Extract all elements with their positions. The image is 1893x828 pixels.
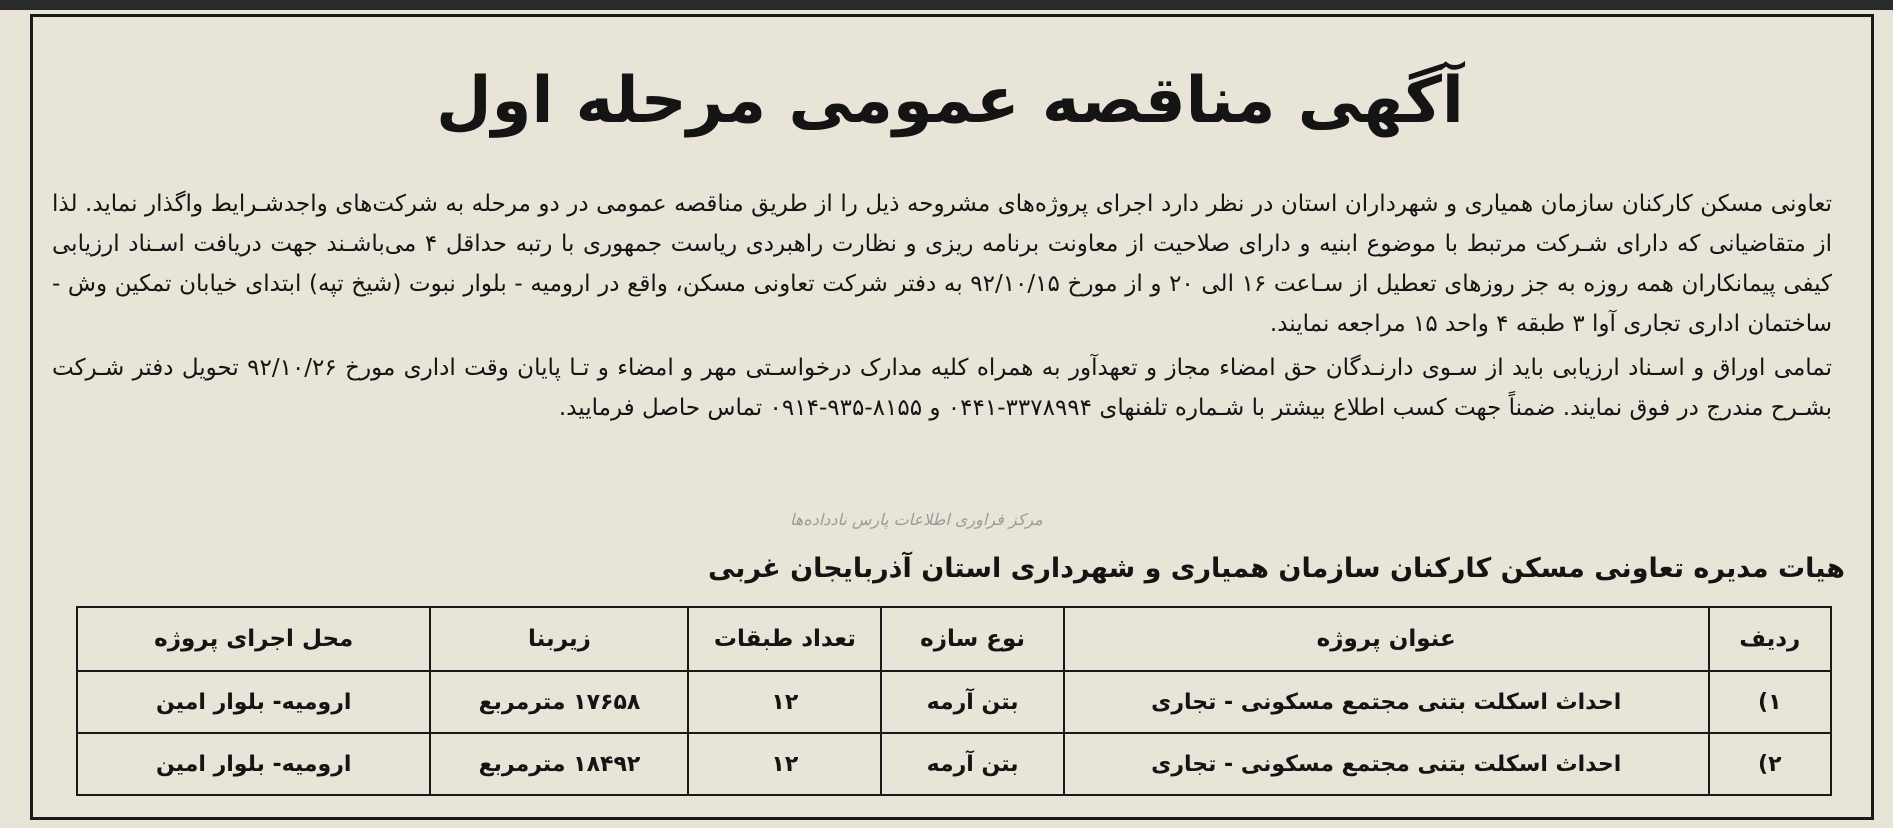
notice-title: آگهی مناقصه عمومی مرحله اول <box>436 64 1464 138</box>
table-row <box>77 671 1831 733</box>
header-row-number: ردیف <box>1709 607 1831 671</box>
header-structure-type: نوع سازه <box>881 607 1064 671</box>
header-project-title: عنوان پروژه <box>1064 607 1709 671</box>
cell-floor-count: ۱۲ <box>688 671 881 733</box>
table-row <box>77 733 1831 795</box>
notice-paragraph-2: تمامی اوراق و اسـناد ارزیابی باید از سـوی دارنـدگان حق امضاء مجاز و تعهدآور به همراه کلیه مدارک درخواسـتی مهر و امضاء و تـا پایان وقت اداری مورخ ۹۲/۱۰/۲۶ تحویل دفتر شـرکت بشـرح مندرج در فوق نمایند. ضمناً جهت کسب اطلاع بیشتر با شـماره تلفنهای ۳۳۷۸۹۹۴-۰۴۴۱ و ۸۱۵۵-۹۳۵-۰۹۱۴ تماس حاصل فرمایید. <box>52 355 1832 421</box>
cell-row-number: ۲) <box>1709 733 1831 795</box>
cell-structure-type: بتن آرمه <box>881 671 1064 733</box>
header-project-location: محل اجرای پروژه <box>77 607 430 671</box>
cell-project-title: احداث اسکلت بتنی مجتمع مسکونی - تجاری <box>1064 733 1709 795</box>
cell-row-number: ۱) <box>1709 671 1831 733</box>
cell-project-location: ارومیه- بلوار امین <box>77 733 430 795</box>
header-floor-area: زیربنا <box>430 607 688 671</box>
source-watermark: مرکز فراوری اطلاعات پارس نادداده‌ها <box>790 510 1043 529</box>
cell-project-title: احداث اسکلت بتنی مجتمع مسکونی - تجاری <box>1064 671 1709 733</box>
cell-floor-area: ۱۸۴۹۲ مترمربع <box>430 733 688 795</box>
notice-paragraph-1: تعاونی مسکن کارکنان سازمان همیاری و شهرداران استان در نظر دارد اجرای پروژه‌های مشروحه ذیل را از طریق مناقصه عمومی در دو مرحله به شرکت‌های واجدشـرایط واگذار نماید. لذا از متقاضیانی که دارای شـرکت مرتبط با موضوع ابنیه و دارای صلاحیت از معاونت برنامه ریزی و نظارت راهبردی ریاست جمهوری با رتبه حداقل ۴ می‌باشـند جهت دریافت اسـناد ارزیابی کیفی پیمانکاران همه روزه به جز روزهای تعطیل از سـاعت ۱۶ الی ۲۰ و از مورخ ۹۲/۱۰/۱۵ به دفتر شرکت تعاونی مسکن، واقع در ارومیه - بلوار نبوت (شیخ تپه) ابتدای خیابان تمکین وش - ساختمان اداری تجاری آوا ۳ طبقه ۴ واحد ۱۵ مراجعه نمایند. <box>52 191 1832 337</box>
cell-project-location: ارومیه- بلوار امین <box>77 671 430 733</box>
table-header-row <box>77 607 1831 671</box>
cell-structure-type: بتن آرمه <box>881 733 1064 795</box>
cell-floor-area: ۱۷۶۵۸ مترمربع <box>430 671 688 733</box>
notice-body <box>52 184 1832 428</box>
header-floor-count: تعداد طبقات <box>688 607 881 671</box>
projects-table <box>76 606 1832 796</box>
notice-signature: هیات مدیره تعاونی مسکن کارکنان سازمان همیاری و شهرداری استان آذربایجان غربی <box>707 553 1845 584</box>
top-border-strip <box>0 0 1893 10</box>
cell-floor-count: ۱۲ <box>688 733 881 795</box>
